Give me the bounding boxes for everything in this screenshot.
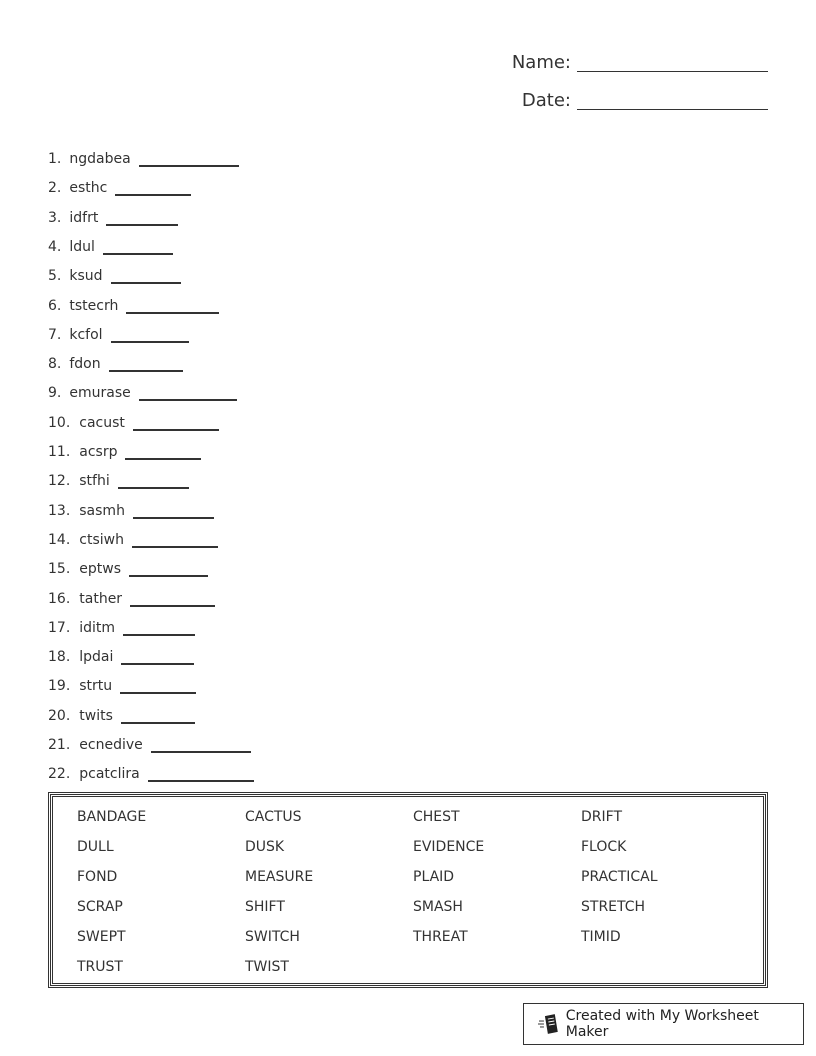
scrambled-word: pcatclira xyxy=(79,766,140,783)
item-number: 20. xyxy=(48,707,71,724)
item-number: 11. xyxy=(48,444,71,460)
scramble-item xyxy=(48,381,237,401)
scrambled-word: strtu xyxy=(79,678,113,695)
item-number: 6. xyxy=(48,297,62,314)
answer-blank[interactable] xyxy=(121,662,194,665)
scramble-item xyxy=(48,645,194,665)
scramble-item xyxy=(48,352,183,372)
answer-blank[interactable] xyxy=(126,311,219,314)
item-number: 10. xyxy=(48,414,71,431)
answer-blank[interactable] xyxy=(133,516,214,519)
item-number: 5. xyxy=(48,268,62,285)
item-number: 15. xyxy=(48,561,71,578)
credit-text: Created with My Worksheet Maker xyxy=(565,1008,759,1040)
scramble-item xyxy=(48,733,251,753)
answer-blank[interactable] xyxy=(151,750,251,753)
scramble-item xyxy=(48,206,178,226)
scramble-item xyxy=(48,323,189,343)
answer-blank[interactable] xyxy=(111,281,181,284)
scrambled-word: acsrp xyxy=(79,444,118,460)
scrambled-word: ngdabea xyxy=(69,151,131,167)
answer-blank[interactable] xyxy=(118,486,189,489)
word-bank-item: DUSK xyxy=(245,839,285,855)
word-bank-item: TIMID xyxy=(581,929,621,945)
name-field[interactable] xyxy=(512,52,768,73)
scrambled-word: esthc xyxy=(69,180,108,197)
name-blank[interactable] xyxy=(577,70,768,72)
word-bank-item: DULL xyxy=(77,839,114,855)
scrambled-word: ksud xyxy=(69,268,103,285)
scrambled-word: sasmh xyxy=(79,502,125,519)
scrambled-word: ecnedive xyxy=(79,737,143,753)
answer-blank[interactable] xyxy=(132,545,218,548)
word-bank-item: EVIDENCE xyxy=(413,839,485,855)
scramble-item xyxy=(48,762,254,782)
answer-blank[interactable] xyxy=(139,398,237,401)
word-bank-item: SWITCH xyxy=(245,929,300,945)
word-bank xyxy=(48,792,768,988)
scrambled-word: stfhi xyxy=(79,473,110,490)
scramble-item xyxy=(48,147,239,167)
scramble-item xyxy=(48,440,201,460)
word-bank-item: CACTUS xyxy=(245,809,302,825)
scrambled-word: tstecrh xyxy=(69,297,119,314)
scramble-item xyxy=(48,499,214,519)
answer-blank[interactable] xyxy=(103,252,173,255)
scrambled-word: kcfol xyxy=(69,326,103,343)
item-number: 13. xyxy=(48,502,71,519)
word-bank-item: THREAT xyxy=(413,929,468,945)
word-bank-item: TRUST xyxy=(77,959,123,975)
word-bank-item: MEASURE xyxy=(245,869,314,885)
answer-blank[interactable] xyxy=(129,574,208,577)
scramble-item xyxy=(48,528,218,548)
answer-blank[interactable] xyxy=(133,428,219,431)
answer-blank[interactable] xyxy=(120,691,196,694)
scramble-item xyxy=(48,587,215,607)
item-number: 2. xyxy=(48,180,62,197)
word-bank-item: TWIST xyxy=(245,959,289,975)
credit-badge[interactable] xyxy=(523,1003,804,1045)
item-number: 16. xyxy=(48,590,71,607)
scrambled-word: iditm xyxy=(79,619,116,636)
item-number: 22. xyxy=(48,766,71,783)
item-number: 7. xyxy=(48,326,62,343)
item-number: 4. xyxy=(48,238,62,255)
word-bank-item: DRIFT xyxy=(581,809,622,825)
answer-blank[interactable] xyxy=(109,369,183,372)
scrambled-word: emurase xyxy=(69,385,131,402)
item-number: 18. xyxy=(48,649,71,666)
item-number: 1. xyxy=(48,151,62,167)
item-number: 14. xyxy=(48,531,71,548)
answer-blank[interactable] xyxy=(121,721,195,724)
word-bank-item: CHEST xyxy=(413,809,460,825)
word-bank-item: STRETCH xyxy=(581,899,646,915)
scrambled-word: twits xyxy=(79,707,113,724)
scramble-item xyxy=(48,264,181,284)
scrambled-word: ldul xyxy=(69,238,95,255)
word-bank-item: SMASH xyxy=(413,899,463,915)
item-number: 8. xyxy=(48,356,62,373)
scrambled-word: ctsiwh xyxy=(79,531,124,548)
scramble-item xyxy=(48,411,219,431)
item-number: 17. xyxy=(48,619,71,636)
scrambled-word: tather xyxy=(79,590,123,607)
answer-blank[interactable] xyxy=(130,604,215,607)
date-blank[interactable] xyxy=(577,108,768,110)
scramble-item xyxy=(48,294,219,314)
answer-blank[interactable] xyxy=(123,633,195,636)
scrambled-word: eptws xyxy=(79,561,121,578)
answer-blank[interactable] xyxy=(148,779,254,782)
item-number: 12. xyxy=(48,473,71,490)
item-number: 9. xyxy=(48,385,62,402)
word-bank-item: BANDAGE xyxy=(77,809,147,825)
worksheet-maker-logo-icon xyxy=(538,1013,560,1035)
answer-blank[interactable] xyxy=(115,193,191,196)
answer-blank[interactable] xyxy=(106,223,178,226)
scramble-item xyxy=(48,704,195,724)
word-bank-item: SCRAP xyxy=(77,899,123,915)
scramble-item xyxy=(48,469,189,489)
scrambled-word: lpdai xyxy=(79,649,114,666)
scramble-item xyxy=(48,674,196,694)
item-number: 21. xyxy=(48,737,71,753)
scramble-item xyxy=(48,616,195,636)
word-bank-item: SWEPT xyxy=(77,929,126,945)
date-label: Date: xyxy=(521,90,571,111)
word-bank-item: FOND xyxy=(77,869,118,885)
scramble-item xyxy=(48,235,173,255)
scrambled-word: idfrt xyxy=(69,209,99,226)
scrambled-word: fdon xyxy=(69,356,101,373)
scramble-item xyxy=(48,557,208,577)
answer-blank[interactable] xyxy=(139,164,239,167)
scrambled-word: cacust xyxy=(79,414,125,431)
date-field[interactable] xyxy=(522,90,768,111)
item-number: 19. xyxy=(48,678,71,695)
scramble-item xyxy=(48,176,191,196)
answer-blank[interactable] xyxy=(125,457,201,460)
answer-blank[interactable] xyxy=(111,340,189,343)
name-label: Name: xyxy=(511,52,571,73)
item-number: 3. xyxy=(48,209,62,226)
word-bank-item: FLOCK xyxy=(581,839,627,855)
word-bank-item: SHIFT xyxy=(245,899,285,915)
word-bank-item: PRACTICAL xyxy=(581,869,658,885)
word-bank-item: PLAID xyxy=(413,869,455,885)
